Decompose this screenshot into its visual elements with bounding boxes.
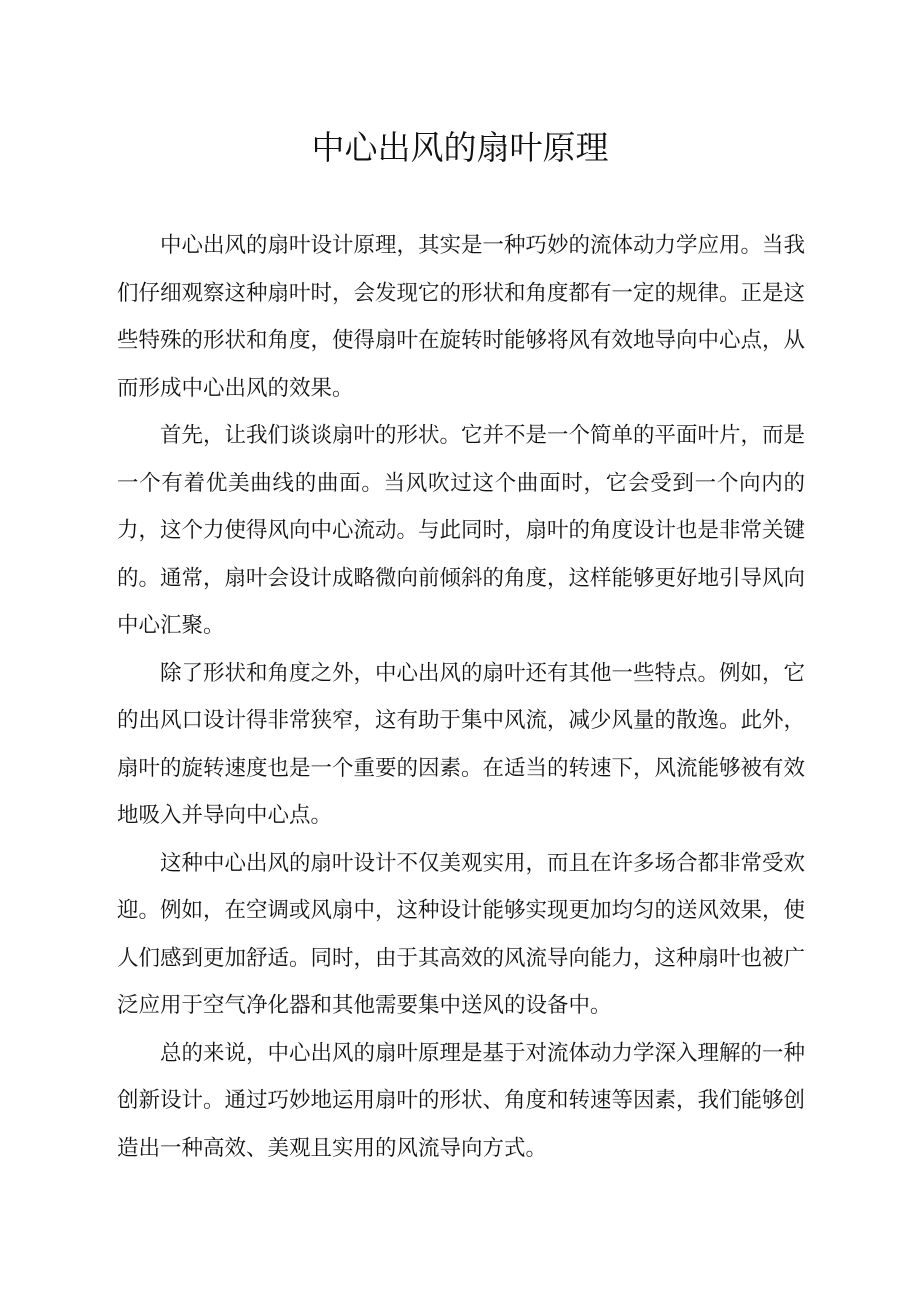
paragraph-2: 首先，让我们谈谈扇叶的形状。它并不是一个简单的平面叶片，而是一个有着优美曲线的曲面。当风吹过这个曲面时，它会受到一个向内的力，这个力使得风向中心流动。与此同时，扇叶的角度设计也是非常关键的。通常，扇叶会设计成略微向前倾斜的角度，这样能够更好地引导风向中心汇聚。	[117, 423, 806, 638]
paragraph-3: 除了形状和角度之外，中心出风的扇叶还有其他一些特点。例如，它的出风口设计得非常狭窄，这有助于集中风流，减少风量的散逸。此外，扇叶的旋转速度也是一个重要的因素。在适当的转速下，风流能够被有效地吸入并导向中心点。	[117, 660, 806, 828]
document-title: 中心出风的扇叶原理	[311, 128, 609, 167]
document-body	[117, 222, 805, 1172]
paragraph-5: 总的来说，中心出风的扇叶原理是基于对流体动力学深入理解的一种创新设计。通过巧妙地运用扇叶的形状、角度和转速等因素，我们能够创造出一种高效、美观且实用的风流导向方式。	[117, 1040, 806, 1161]
paragraph-1: 中心出风的扇叶设计原理，其实是一种巧妙的流体动力学应用。当我们仔细观察这种扇叶时，会发现它的形状和角度都有一定的规律。正是这些特殊的形状和角度，使得扇叶在旋转时能够将风有效地导向中心点，从而形成中心出风的效果。	[117, 233, 806, 401]
paragraph-4: 这种中心出风的扇叶设计不仅美观实用，而且在许多场合都非常受欢迎。例如，在空调或风扇中，这种设计能够实现更加均匀的送风效果，使人们感到更加舒适。同时，由于其高效的风流导向能力，这种扇叶也被广泛应用于空气净化器和其他需要集中送风的设备中。	[117, 850, 806, 1018]
